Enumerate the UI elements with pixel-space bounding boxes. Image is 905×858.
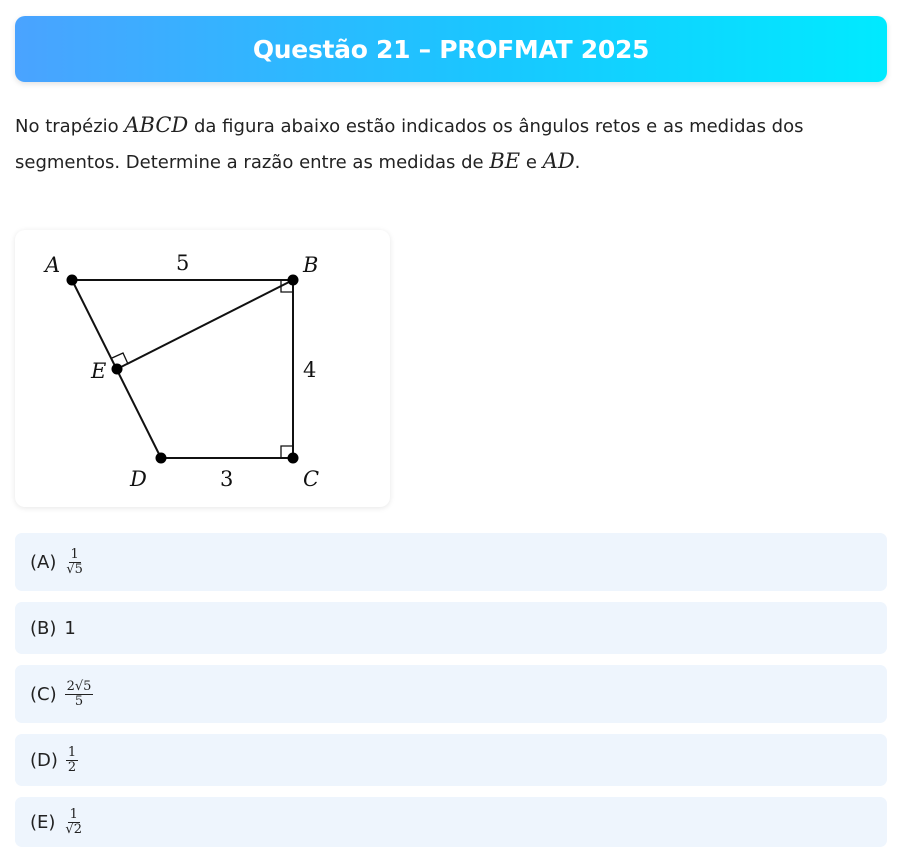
option-c-numerator: 2√5 <box>66 678 92 694</box>
point-d <box>156 453 167 464</box>
option-a-fraction <box>64 548 85 577</box>
point-e <box>112 364 123 375</box>
option-a-numerator: 1 <box>70 546 79 562</box>
math-be: BE <box>489 149 521 173</box>
option-b[interactable] <box>15 602 887 654</box>
answer-options <box>15 533 887 858</box>
label-c: C <box>303 467 320 491</box>
option-d-fraction <box>66 746 78 775</box>
figure-card <box>15 230 390 507</box>
measure-bc: 4 <box>303 358 317 382</box>
question-text-part4: . <box>574 152 581 173</box>
option-e-numerator: 1 <box>69 806 78 822</box>
measure-dc: 3 <box>220 467 234 491</box>
point-c <box>288 453 299 464</box>
option-c-letter: (C) <box>30 683 57 705</box>
option-d[interactable] <box>15 734 887 786</box>
trapezoid-figure <box>15 230 390 507</box>
measure-ab: 5 <box>176 251 190 275</box>
option-e-letter: (E) <box>30 811 56 833</box>
option-d-letter: (D) <box>30 749 58 771</box>
option-e-denominator: √2 <box>65 821 82 837</box>
point-b <box>288 275 299 286</box>
option-e[interactable] <box>15 797 887 847</box>
option-b-letter: (B) <box>30 617 57 639</box>
option-c[interactable] <box>15 665 887 723</box>
option-c-fraction <box>65 680 94 709</box>
question-header <box>15 16 887 82</box>
question-text-part1: No trapézio <box>15 116 125 137</box>
option-a-letter: (A) <box>30 551 57 573</box>
option-d-denominator: 2 <box>67 759 77 775</box>
option-d-numerator: 1 <box>67 744 77 760</box>
label-b: B <box>303 253 319 277</box>
segment-be <box>117 280 293 369</box>
math-ad: AD <box>542 149 575 173</box>
option-c-denominator: 5 <box>74 693 84 709</box>
question-text-part3: e <box>520 152 543 173</box>
question-text <box>15 108 887 180</box>
question-title: Questão 21 – PROFMAT 2025 <box>252 34 650 64</box>
label-d: D <box>130 467 147 491</box>
question-text-part2: da figura abaixo estão indicados os ângulos retos e as medidas dos segmentos. Determine a razão entre as medidas de <box>15 116 804 173</box>
label-a: A <box>45 253 61 277</box>
option-a-denominator: √5 <box>66 561 83 577</box>
option-a[interactable] <box>15 533 887 591</box>
math-abcd: ABCD <box>124 113 189 137</box>
right-angle-e <box>112 353 128 364</box>
option-e-fraction <box>63 808 84 837</box>
point-a <box>67 275 78 286</box>
option-b-value: 1 <box>64 617 76 639</box>
label-e: E <box>91 359 107 383</box>
